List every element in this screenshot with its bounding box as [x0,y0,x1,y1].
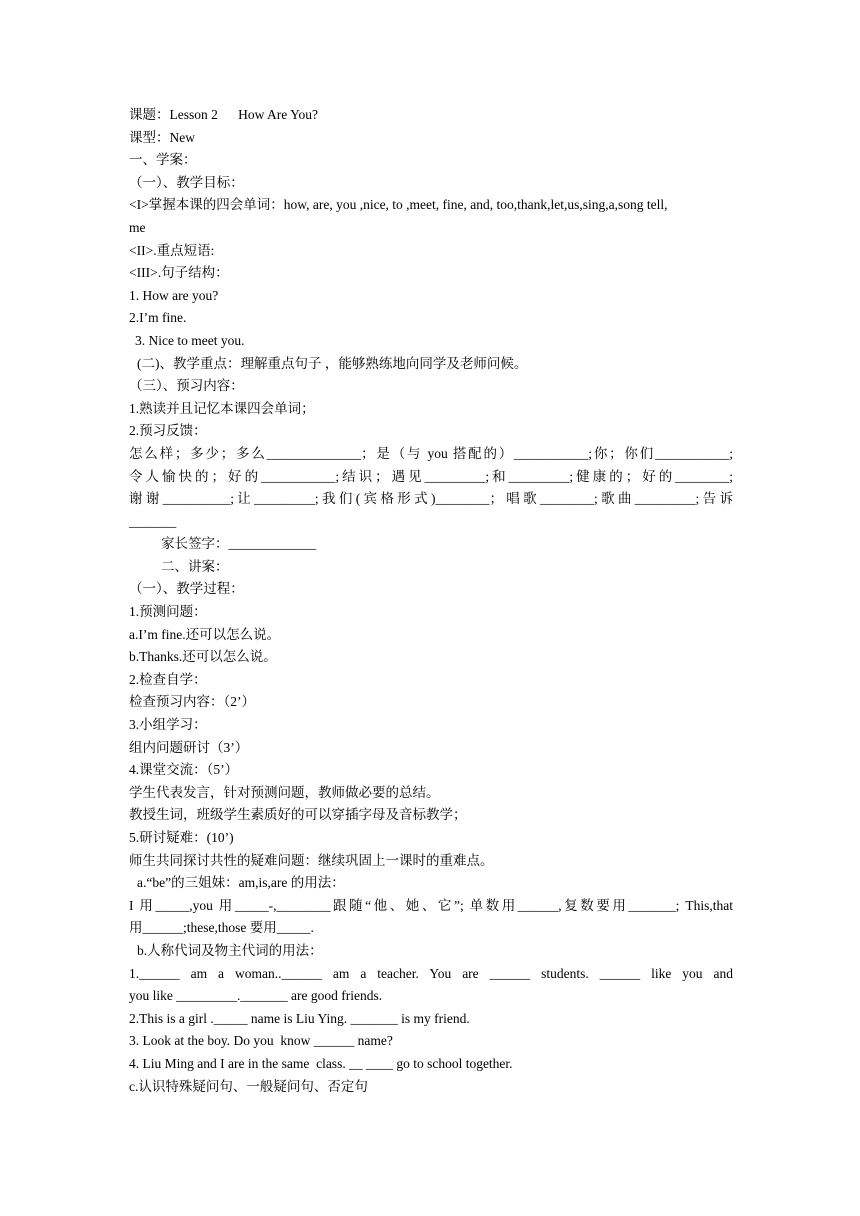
exercise-line: 2.This is a girl ._____ name is Liu Ying. _______ is my friend. [129,1010,470,1026]
text-line: b.人称代词及物主代词的用法： [137,942,323,958]
text-line: 2.检查自学： [129,671,207,687]
text-line: <II>.重点短语: [129,242,215,258]
text-line: me [129,219,146,235]
section-heading: 二、讲案： [161,558,229,574]
text-line: 检查预习内容：（2’） [129,694,255,710]
text-line: 3. Nice to meet you. [135,332,245,348]
fill-blank-line: 怎么样；多少；多么______________；是（与 you 搭配的）___________;你；你们___________; [129,445,733,461]
subsection-heading: （三）、预习内容： [129,378,244,394]
exercise-line: you like _________._______ are good friends. [129,988,383,1004]
text-line: 1. How are you? [129,287,219,303]
exercise-line: 4. Liu Ming and I are in the same class. __ ____ go to school together. [129,1055,513,1071]
document-page [129,104,733,1098]
subsection-heading: （一）、教学过程： [129,581,244,597]
text-line: b.Thanks.还可以怎么说。 [129,649,277,665]
exercise-line: 3. Look at the boy. Do you know ______ name? [129,1033,393,1049]
text-line: 2.I’m fine. [129,310,187,326]
text-line: 师生共同探讨共性的疑难问题：继续巩固上一课时的重难点。 [129,852,494,868]
text-line: 教授生词，班级学生素质好的可以穿插字母及音标教学； [129,807,467,823]
text-line: a.“be”的三姐妹：am,is,are 的用法： [137,875,345,891]
text-line: 组内问题研讨（3’） [129,739,249,755]
subsection-heading: (二)、教学重点：理解重点句子 ，能够熟练地向同学及老师问候。 [137,355,528,371]
parent-signature: 家长签字：_____________ [161,536,317,552]
section-heading: 一、学案： [129,152,197,168]
text-line: 1.预测问题： [129,604,207,620]
fill-blank-line: I 用_____,you 用_____-,________跟随“他、她、它”; 单数用______,复数要用_______; This,that [129,897,733,913]
fill-blank-line: _______ [129,513,177,529]
subsection-heading: （一）、教学目标： [129,174,244,190]
text-line: c.认识特殊疑问句、一般疑问句、否定句 [129,1078,368,1094]
text-line: 学生代表发言，针对预测问题，教师做必要的总结。 [129,784,440,800]
lesson-title: 课题：Lesson 2 How Are You? [129,107,318,122]
text-line: 3.小组学习： [129,717,207,733]
text-line: a.I’m fine.还可以怎么说。 [129,626,281,642]
text-line: 5.研讨疑难：(10’) [129,830,234,845]
text-line: 2.预习反馈： [129,423,207,439]
text-line: <I>掌握本课的四会单词：how, are, you ,nice, to ,meet, fine, and, too,thank,let,us,sing,a,song tell, [129,197,668,213]
text-line: 4.课堂交流：（5’） [129,762,239,778]
lesson-type: 课型：New [129,129,195,145]
fill-blank-line: 令人愉快的；好的___________;结识；遇见_________;和_________;健康的；好的________; [129,468,733,484]
fill-blank-line: 谢谢__________;让_________;我们(宾格形式)________；唱歌________;歌曲_________;告诉 [129,491,733,507]
text-line: 1.熟读并且记忆本课四会单词； [129,400,315,416]
fill-blank-line: 用______;these,those 要用_____. [129,920,314,936]
exercise-line: 1.______ am a woman..______ am a teacher. You are ______ students. ______ like you and [129,965,733,981]
text-line: <III>.句子结构： [129,265,229,281]
